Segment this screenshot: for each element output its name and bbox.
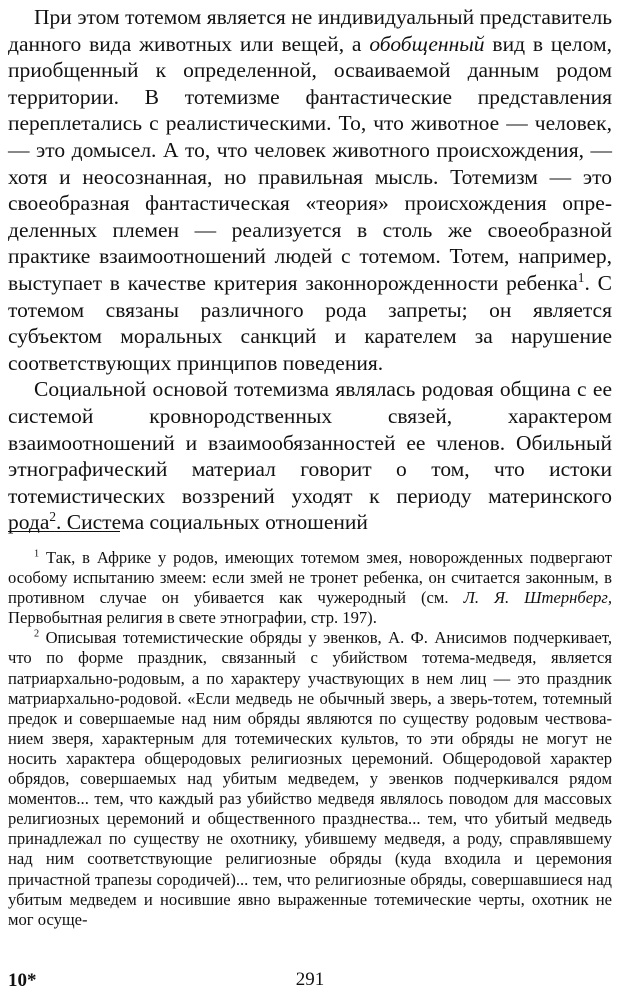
text-run: . Система социальных отношений (56, 510, 368, 535)
signature-mark: 10* (8, 970, 37, 991)
text-run: Первобытная религия в свете этнографии, стр. 197). (8, 608, 377, 628)
text-run: При этом тотемом является не индивидуальный представитель данного вида животных или вещей, а (8, 5, 612, 56)
footnotes (8, 548, 612, 930)
text-run: Описывая тотемистические обряды у эвенков, А. Ф. Анисимов подчеркивает, что по форме праздник, связанный с убийством тотема-медведя, является патриархально-родовым, а по характеру участвующих в нем лиц — это праздник матриархально-родовой. «Если медведь не обычный зверь, а зверь-тотем, тотемный предок и совершаемые над ним обряды являются по существу родовым чествованием зверя, характерным для тотемических культов, то эти обряды не могут не носить характера общеродовых религиозных церемоний. Общеродовой характер обрядов, совершаемых над убитым медведем, у эвенков подчеркивался рядом моментов... тем, что каждый раз убийство медведя являлось поводом для массовых религиозных церемоний и общественного празднества... тем, что убитый медведь принадлежал по существу не охотнику, убившему медведя, а роду, справлявшему над ним соответствующие религиозные обряды (куда входила и церемония причастной трапезы сородичей)... тем, что религиозные обряды, совершавшиеся над убитым медведем и носившие явно выраженные тотемические черты, охотник не мог осуще- (8, 628, 612, 929)
footnote-ref: 2 (49, 509, 57, 525)
footnote-separator (8, 531, 120, 532)
italic-text: Л. Я. Штернберг, (463, 588, 612, 608)
footnote (8, 628, 612, 929)
paragraph (8, 4, 612, 376)
footnote-ref: 1 (34, 548, 40, 560)
footnote (8, 548, 612, 628)
footnote-ref: 1 (577, 269, 585, 285)
text-run: Так, в Африке у родов, имеющих тотемом змея, новорожденных подвергают особому испытанию змеем: если змей не тронет ребенка, он считается законным, в противном случае он убивается как чужеродный (см. (8, 548, 612, 608)
italic-text: обобщенный (369, 31, 485, 56)
text-run: Социальной основой тотемизма являлась родовая община с ее системой кровнородственных связей, характером взаимоотношений и взаимообязанностей ее членов. Обильный этнографический материал говорит о том, что истоки тотемистических воззрений уходят к периоду материнского рода (8, 377, 612, 535)
text-run: вид в целом, приобщенный к определенной, осваиваемой данным родом территории. В тотемизме фантастические представления переплетались с реалистическими. То, что животное — человек, — это домысел. А то, что человек животного происхождения, — хотя и неосознанная, но правильная мысль. Тотемизм — это своеобразная фантастическая «теория» происхождения определенных племен — реализуется в столь же своеобразной практике взаимоотношений людей с тотемом. Тотем, например, выступает в качестве критерия законнорожденности ребенка (8, 31, 612, 295)
text-run: . С тотемом связаны различного рода запреты; он является субъектом моральных санкций и карателем за нарушение соответствующих принципов поведения. (8, 270, 612, 375)
paragraph (8, 376, 612, 536)
main-text (8, 4, 612, 536)
footnote-ref: 2 (34, 628, 40, 640)
page-number: 291 (295, 969, 325, 990)
